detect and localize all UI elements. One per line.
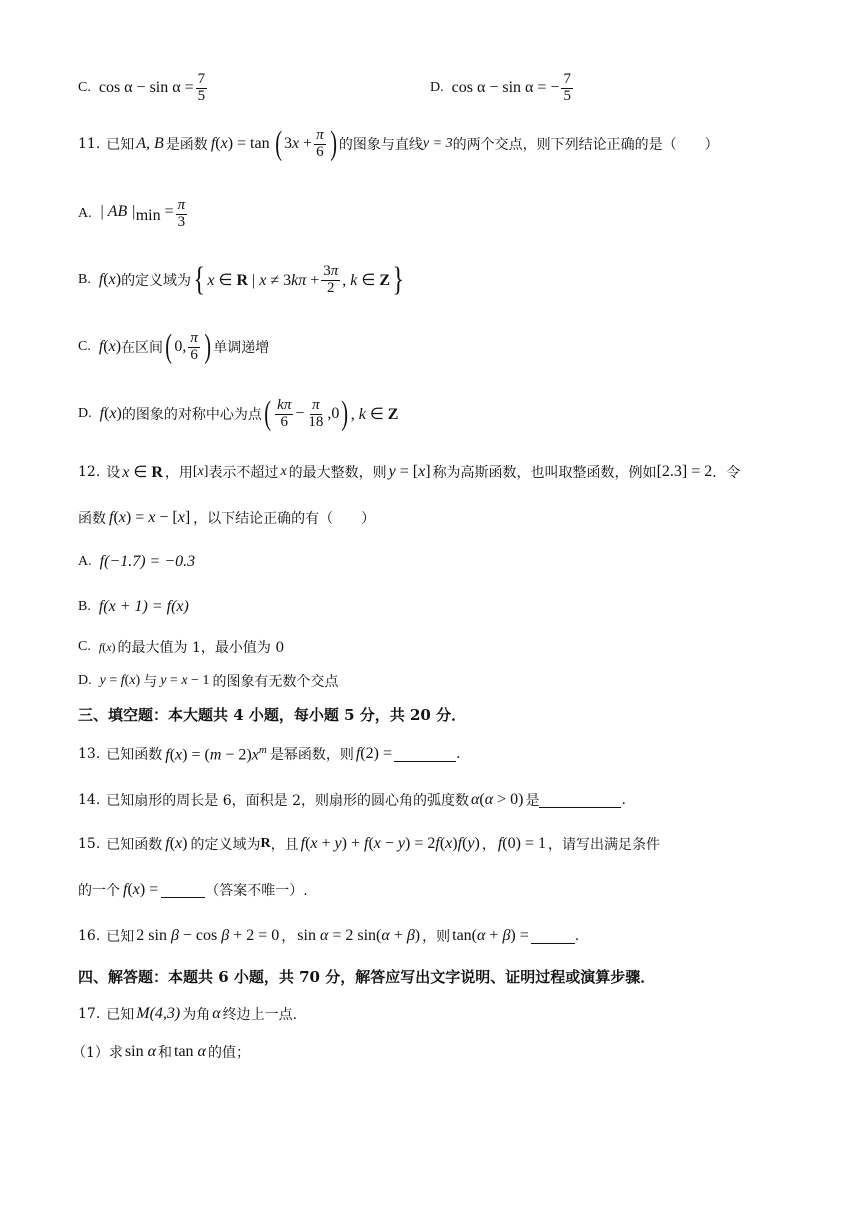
option-text: 单调递增: [213, 340, 270, 356]
stem-text: 已知: [106, 1007, 135, 1023]
stem-text: 是: [525, 793, 540, 809]
stem-text: 的值；: [207, 1045, 250, 1061]
fraction: $\frac{7}{5}$: [197, 70, 206, 104]
paren-left: (: [165, 328, 173, 365]
q11-option-a: [78, 192, 189, 236]
option-label: A.: [78, 206, 92, 221]
option-label: D.: [78, 406, 92, 421]
math-expression: α(α > 0): [470, 791, 524, 808]
math-expression: f(x): [98, 271, 122, 288]
question-12-stem: [78, 460, 740, 484]
question-14: [78, 788, 626, 812]
math-expression: 0,: [174, 338, 187, 355]
math-expression: tan(α + β) =: [452, 927, 529, 944]
brace-right: }: [392, 261, 404, 298]
math-expression: f(x): [165, 835, 188, 852]
question-number: 16.: [78, 928, 101, 944]
question-number: 14.: [78, 792, 101, 808]
q10-option-c: [78, 68, 209, 108]
math-expression: 2 sin β − cos β + 2 = 0: [136, 927, 280, 944]
option-label: D.: [78, 673, 92, 688]
brace-left: {: [193, 261, 205, 298]
punctuation: .: [574, 928, 580, 944]
stem-text: ，且: [270, 837, 299, 853]
math-expression: sin α = 2 sin(α + β): [297, 927, 421, 944]
math-expression: f(x + y) + f(x − y) = 2f(x)f(y): [300, 835, 480, 852]
math-expression: ,0: [327, 405, 340, 422]
option-text: 的图象的对称中心为点: [121, 407, 262, 423]
math-expression: y = x − 1: [160, 673, 210, 688]
stem-text: 函数: [78, 511, 106, 527]
answer-blank[interactable]: [394, 747, 456, 762]
math-expression: f(x) = tan: [210, 135, 270, 152]
fraction: $\frac{3\pi}{2}$: [323, 262, 339, 296]
q10-option-d: [430, 68, 575, 108]
stem-text: 的两个交点，则下列结论正确的是（ ）: [452, 137, 719, 153]
q11-option-b: [78, 258, 406, 302]
question-15: [78, 832, 660, 856]
question-number: 15.: [78, 836, 101, 852]
stem-text: 为角: [182, 1007, 211, 1023]
q12-option-b: [78, 595, 189, 619]
math-expression: $f(x) = (m - 2)x^m$: [165, 743, 267, 764]
fraction: $\frac{\pi}{6}$: [316, 126, 324, 160]
math-expression: [x]: [192, 464, 209, 479]
stem-text: 的图象与直线: [338, 137, 423, 153]
q11-option-d: [78, 390, 398, 438]
question-number: 12.: [78, 464, 101, 480]
paren-right: ): [341, 395, 349, 432]
stem-text: 的定义域为: [190, 837, 261, 853]
math-expression: sin α: [124, 1043, 156, 1060]
math-expression: tan α: [174, 1043, 206, 1060]
question-17: [78, 1002, 297, 1026]
stem-text: 已知: [106, 137, 135, 153]
math-expression: 3x +: [283, 135, 313, 152]
stem-text: （1）求: [72, 1045, 123, 1061]
question-15-cont: [78, 878, 308, 902]
answer-blank[interactable]: [161, 883, 205, 898]
stem-text: ，请写出满足条件: [547, 837, 660, 853]
q12-option-c: [78, 636, 284, 658]
stem-text: 是幂函数，则: [269, 747, 354, 763]
q12-option-d: [78, 670, 338, 692]
question-number: 11.: [78, 136, 101, 152]
answer-blank[interactable]: [531, 929, 575, 944]
paren-right: ): [329, 125, 337, 162]
math-expression: f(−1.7) = −0.3: [99, 553, 196, 570]
math-expression: f(x) =: [123, 881, 159, 898]
stem-text: 已知: [106, 929, 135, 945]
math-expression: x: [280, 464, 287, 479]
stem-text: ，: [281, 929, 296, 945]
stem-text: ，用: [164, 465, 193, 481]
punctuation: .: [455, 746, 461, 762]
option-label: B.: [78, 272, 91, 287]
option-label: A.: [78, 554, 92, 569]
math-expression: y = f(x): [99, 673, 141, 688]
stem-text: （答案不唯一）.: [205, 883, 308, 899]
math-expression: f(x) = x − [x]: [109, 509, 191, 526]
question-13: [78, 742, 460, 766]
option-label: C.: [78, 80, 91, 95]
paren-left: (: [274, 125, 282, 162]
answer-blank[interactable]: [539, 793, 621, 808]
stem-text: 是函数: [165, 137, 208, 153]
math-expression: , k ∈ Z: [350, 406, 399, 423]
option-label: C.: [78, 639, 91, 654]
section-heading-fill-in: 三、填空题：本大题共 4 小题，每小题 5 分，共 20 分．: [78, 706, 467, 724]
math-expression: y = [x]: [388, 463, 431, 480]
fraction: $\frac{\pi}{3}$: [177, 196, 186, 230]
option-label: D.: [430, 80, 444, 95]
fraction: $\frac{\pi}{18}$: [308, 396, 324, 430]
stem-text: 的一个: [78, 883, 120, 899]
math-expression: f(2) =: [355, 745, 392, 762]
option-text: 的最大值为 1，最小值为 0: [117, 640, 285, 656]
math-expression: −: [295, 405, 305, 422]
stem-text: 称为高斯函数，也叫取整函数，例如: [432, 465, 657, 481]
math-expression: A, B: [136, 135, 164, 152]
math-expression: x ∈ R | x ≠ 3kπ +: [207, 272, 320, 289]
math-expression: f(x + 1) = f(x): [98, 598, 189, 615]
question-11-stem: [78, 122, 719, 166]
math-expression: f(0) = 1: [497, 835, 546, 852]
fraction: $\frac{k\pi}{6}$: [277, 396, 292, 430]
option-label: B.: [78, 599, 91, 614]
math-expression: x ∈ R: [122, 464, 163, 481]
q11-option-c: [78, 324, 269, 370]
stem-text: 终边上一点.: [222, 1007, 298, 1023]
stem-text: 的最大整数，则: [288, 465, 387, 481]
math-expression: y = 3: [422, 136, 453, 151]
math-expression: M(4,3): [136, 1005, 181, 1022]
math-expression: | AB $|_{min}$ =: [99, 202, 174, 225]
stem-text: ．令: [712, 465, 741, 481]
stem-text: 设: [106, 465, 121, 481]
option-text: 与: [143, 674, 158, 690]
q12-option-a: [78, 550, 195, 574]
stem-text: 已知扇形的周长是 6，面积是 2，则扇形的圆心角的弧度数: [106, 793, 469, 809]
math-expression: cos α − sin α =: [98, 79, 194, 96]
stem-text: 表示不超过: [208, 465, 279, 481]
math-expression: [2.3] = 2: [656, 463, 713, 480]
math-expression: α: [212, 1005, 221, 1022]
stem-text: 已知函数: [106, 747, 163, 763]
option-text: 的图象有无数个交点: [212, 674, 339, 690]
punctuation: .: [621, 792, 626, 808]
question-12-stem-cont: [78, 506, 375, 530]
math-expression: , k ∈ Z: [342, 272, 390, 289]
stem-text: 已知函数: [106, 837, 163, 853]
math-expression: f(x): [98, 639, 116, 654]
question-17-part1: [72, 1040, 250, 1064]
question-number: 17.: [78, 1006, 101, 1022]
option-text: 在区间: [121, 340, 164, 356]
stem-text: ，则: [422, 929, 451, 945]
math-expression: cos α − sin α = −: [451, 79, 560, 96]
section-heading-solutions: 四、解答题：本题共 6 小题，共 70 分，解答应写出文字说明、证明过程或演算步骤．: [78, 968, 656, 986]
paren-right: ): [204, 328, 211, 365]
fraction: $\frac{7}{5}$: [563, 70, 571, 104]
paren-left: (: [264, 395, 271, 432]
stem-text: 和: [158, 1045, 172, 1061]
question-number: 13.: [78, 746, 101, 762]
option-label: C.: [78, 339, 91, 354]
math-expression: R: [260, 836, 271, 851]
fraction: $\frac{\pi}{6}$: [190, 329, 198, 363]
stem-text: ，以下结论正确的有（ ）: [193, 511, 376, 527]
math-expression: f(x): [99, 405, 122, 422]
option-text: 的定义域为: [121, 273, 192, 289]
stem-text: ，: [481, 837, 496, 853]
question-16: [78, 924, 579, 948]
math-expression: f(x): [98, 338, 122, 355]
